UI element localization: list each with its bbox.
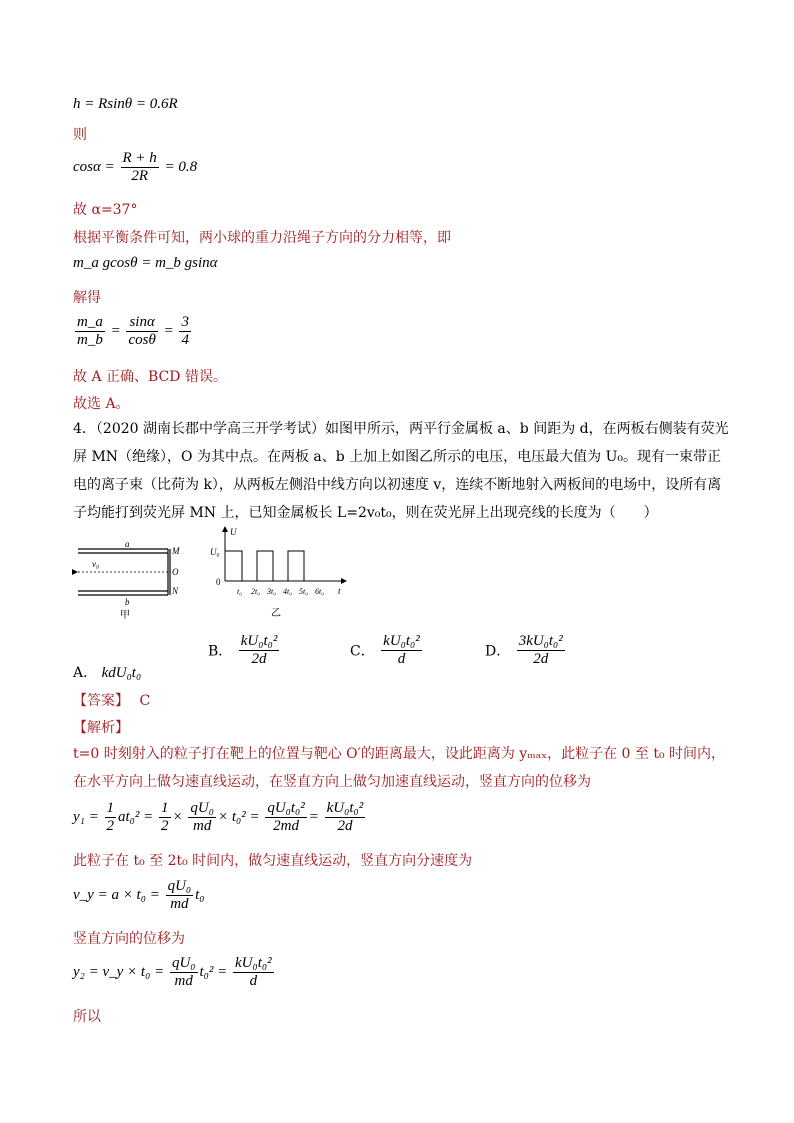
tick-5t0: 5t₀: [299, 587, 309, 596]
y1-mid: at₀² =: [118, 808, 154, 825]
jia-caption: 甲: [120, 610, 130, 621]
plate-a-label: a: [125, 539, 130, 549]
option-b-num: kU₀t₀²: [240, 633, 278, 649]
y1-f5n: kU₀t₀²: [326, 800, 364, 816]
y1-f2d: 2: [161, 818, 169, 834]
origin-label: 0: [216, 577, 221, 587]
y2-f2d: d: [249, 973, 258, 989]
y1-f4d: 2md: [273, 818, 299, 834]
ze-label: 则: [73, 127, 87, 143]
y1-f3n: qU₀: [190, 800, 214, 816]
plate-b-label: b: [125, 597, 130, 607]
question-4-text: 4．（2020 湖南长郡中学高三开学考试）如图甲所示，两平行金属板 a、b 间距为 d，在两板右侧装有荧光屏 MN（绝缘），O 为其中点。在两板 a、b 上加上如图乙所示的电压，电压最大值为 U₀。现有一束带正电的离子束（比荷为 k），从两板左侧沿中线方向以初速度 v，连续不断地射入两板间的电场中，设所有离子均能打到荧光屏 MN 上，已知金属板长 L=2v₀t₀，则在荧光屏上出现亮线的长度为（ ）: [73, 421, 729, 521]
cos-fraction: [121, 150, 159, 185]
analysis-paragraph-1: t=0 时刻射入的粒子打在靶上的位置与靶心 O′的距离最大，设此距离为 yₘₐₓ，此粒子在 0 至 t₀ 时间内，在水平方向上做匀速直线运动，在竖直方向上做匀加速直线运动，竖直方向的位移为: [73, 746, 726, 790]
vy-equation: [73, 878, 205, 913]
option-d[interactable]: [485, 633, 567, 668]
analysis-paragraph-3: 竖直方向的位移为: [73, 931, 185, 947]
option-c-fraction: [381, 633, 422, 668]
analysis-paragraph-4: 所以: [73, 1009, 101, 1025]
ratio-frac-2: [126, 314, 157, 349]
tick-t0: t₀: [237, 587, 243, 596]
option-c-letter: C．: [350, 643, 375, 660]
y2-lhs: y₂ = v_y × t₀ =: [73, 963, 165, 980]
answer-label: 【答案】: [73, 693, 129, 709]
y2-f1n: qU₀: [171, 955, 196, 971]
vy-t: t₀: [195, 886, 205, 903]
option-b-fraction: [239, 633, 280, 668]
conclusion-text: 故 A 正确、BCD 错误。: [73, 369, 227, 385]
cos-equation: [73, 150, 197, 185]
y1-f1n: 1: [106, 800, 114, 816]
N-label: N: [172, 586, 179, 596]
y1-lhs: y₁ =: [73, 808, 99, 825]
vy-lhs: v_y = a × t₀ =: [73, 886, 160, 903]
option-d-letter: D．: [485, 643, 511, 660]
tick-2t0: 2t₀: [251, 587, 261, 596]
analysis-label: 【解析】: [73, 720, 129, 736]
y1-f3d: md: [193, 818, 212, 834]
y1-f1d: 2: [106, 818, 114, 834]
y1-x: ×: [172, 808, 183, 825]
y1-f2n: 1: [161, 800, 169, 816]
cos-rhs: = 0.8: [164, 158, 198, 175]
y1-f4n: qU₀t₀²: [267, 800, 305, 816]
y1-eq: =: [308, 808, 319, 825]
option-c[interactable]: [350, 633, 424, 668]
option-c-num: kU₀t₀²: [383, 633, 420, 649]
answer-value: C: [139, 693, 151, 709]
cos-den: 2R: [131, 168, 148, 184]
jiede-label: 解得: [73, 290, 101, 306]
option-b[interactable]: [208, 633, 281, 668]
balance-equation: m_a gcosθ = m_b gsinα: [73, 255, 218, 271]
alpha-result: 故 α=37°: [73, 202, 138, 218]
ratio-n2: sinα: [126, 314, 157, 332]
vy-fn: qU₀: [167, 878, 192, 894]
ratio-d3: 4: [181, 332, 189, 348]
option-a-letter: A．: [73, 665, 98, 681]
O-label: O: [172, 567, 179, 577]
v0-label: v₀: [92, 559, 100, 569]
answer-line: [73, 690, 150, 710]
analysis-paragraph-2: 此粒子在 t₀ 至 2t₀ 时间内，做匀速直线运动，竖直方向分速度为: [73, 853, 473, 869]
y1-f5d: 2d: [337, 818, 353, 834]
y2-f2n: kU₀t₀²: [235, 955, 272, 971]
ratio-n1: m_a: [77, 314, 103, 330]
t-axis-label: t: [338, 586, 341, 596]
tick-3t0: 3t₀: [267, 587, 277, 596]
y1-equation: [73, 800, 367, 835]
cos-num: R + h: [122, 150, 157, 166]
ratio-d2: cosθ: [128, 332, 156, 348]
option-d-num: 3kU₀t₀²: [518, 633, 563, 649]
M-label: M: [172, 546, 180, 556]
option-b-den: 2d: [251, 651, 267, 667]
y2-equation: [73, 955, 276, 990]
y2-f1d: md: [174, 973, 193, 989]
ratio-frac-3: [179, 314, 191, 349]
U0-label: U₀: [210, 547, 220, 557]
choose-text: 故选 A。: [73, 396, 130, 412]
option-c-den: d: [397, 651, 406, 667]
vy-fd: md: [170, 896, 189, 912]
ratio-frac-1: [75, 314, 105, 349]
option-b-letter: B．: [208, 643, 233, 660]
U-axis-label: U: [230, 527, 237, 537]
ratio-n3: 3: [181, 314, 189, 330]
yi-caption: 乙: [271, 608, 281, 619]
y1-t: × t₀² =: [217, 808, 260, 825]
option-d-den: 2d: [533, 651, 549, 667]
figure-yi: [205, 522, 355, 624]
option-a[interactable]: [73, 662, 141, 682]
ratio-d1: m_b: [77, 332, 103, 348]
option-d-fraction: [517, 633, 565, 668]
cos-lhs: cosα =: [73, 158, 115, 175]
option-a-text: kdU₀t₀: [101, 665, 142, 681]
tick-6t0: 6t₀: [315, 587, 325, 596]
ratio-equation: $\frac{m\_a}{m\_b}$ = $\frac{\sin\alpha}{\cos\theta}$ = $\frac{3}{4}$: [77, 314, 189, 348]
figure-jia: [70, 538, 190, 623]
tick-4t0: 4t₀: [283, 587, 293, 596]
balance-text: 根据平衡条件可知，两小球的重力沿绳子方向的分力相等，即: [73, 230, 451, 246]
y2-t: t₀² =: [199, 963, 228, 980]
h-equation: h = Rsinθ = 0.6R: [73, 96, 178, 112]
